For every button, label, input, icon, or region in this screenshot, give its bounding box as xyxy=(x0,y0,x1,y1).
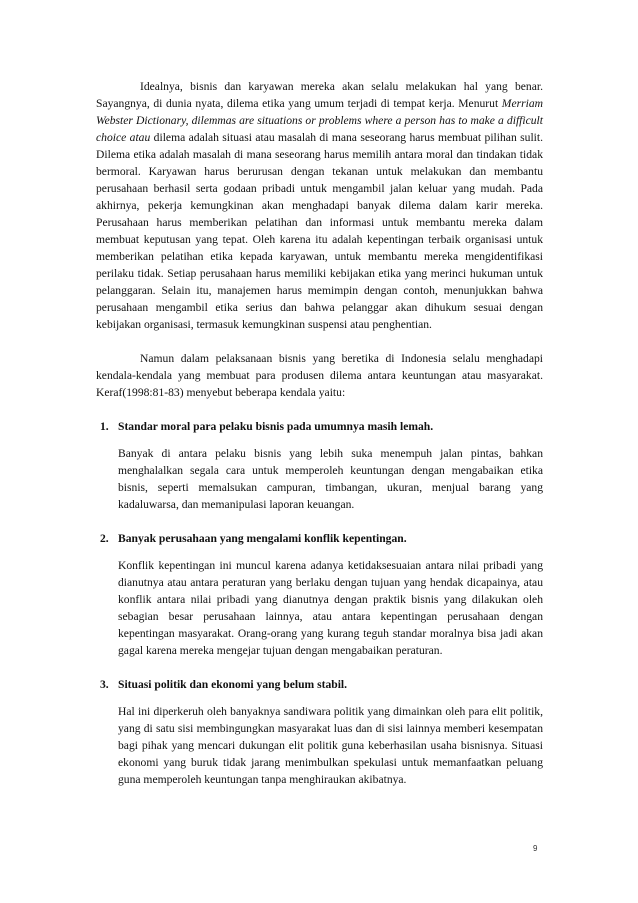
kendala-intro-paragraph: Namun dalam pelaksanaan bisnis yang beretika di Indonesia selalu menghadapi kendala-kendala yang membuat para produsen dilema antara keuntungan atau masyarakat. Keraf(1998:81-83) menyebut beberapa kendala yaitu: xyxy=(96,352,543,399)
item-1-number: 1. xyxy=(100,420,109,433)
item-1-body: Banyak di antara pelaku bisnis yang lebih suka menempuh jalan pintas, bahkan menghalalkan segala cara untuk memperoleh keuntungan dengan mengabaikan etika bisnis, seperti memalsukan campuran, timbangan, ukuran, menjual barang yang kadaluwarsa, dan memanipulasi laporan keuangan. xyxy=(118,447,543,511)
intro-text-a: Idealnya, bisnis dan karyawan mereka akan selalu melakukan hal yang benar. Sayangnya, di dunia nyata, dilema etika yang umum terjadi di tempat kerja. Menurut xyxy=(96,80,543,110)
item-3-heading xyxy=(96,676,543,693)
intro-italic-quote: Merriam Webster Dictionary, dilemmas are situations or problems where a person has to make a difficult choice atau xyxy=(96,97,543,144)
document-page xyxy=(96,78,543,788)
item-1-title: Standar moral para pelaku bisnis pada umumnya masih lemah. xyxy=(118,420,434,433)
item-2-body: Konflik kepentingan ini muncul karena adanya ketidaksesuaian antara nilai pribadi yang dianutnya atau antara peraturan yang berlaku dengan tujuan yang hendak dicapainya, atau konflik antara nilai pribadi yang dianutnya dengan praktik bisnis yang dilakukan oleh sebagian besar perusahaan lainnya, atau antara kepentingan perusahaan dengan kepentingan masyarakat. Orang-orang yang kurang teguh standar moralnya bisa jadi akan gagal karena mereka mengejar tujuan dengan mengabaikan peraturan. xyxy=(118,559,543,657)
item-1-heading xyxy=(96,418,543,435)
item-2-title: Banyak perusahaan yang mengalami konflik kepentingan. xyxy=(118,532,407,545)
intro-paragraph xyxy=(96,78,543,333)
page-number: 9 xyxy=(533,844,538,853)
item-2-number: 2. xyxy=(100,532,109,545)
intro-text-b: dilema adalah situasi atau masalah di mana seseorang harus membuat pilihan sulit. Dilema etika adalah masalah di mana seseorang harus memilih antara moral dan tindakan tidak bermoral. Karyawan harus berurusan dengan tekanan untuk melakukan dan membantu perusahaan berhasil serta godaan pribadi untuk mengambil jalan keluar yang mudah. Pada akhirnya, pekerja kemungkinan akan menghadapi banyak dilema dalam karir mereka. Perusahaan harus memberikan pelatihan dan informasi untuk membantu mereka dalam membuat keputusan yang tepat. Oleh karena itu adalah kepentingan terbaik organisasi untuk memberikan pelatihan etika kepada karyawan, untuk membantu mereka mengidentifikasi perilaku tidak. Setiap perusahaan harus memiliki kebijakan etika yang merinci hukuman untuk pelanggaran. Selain itu, manajemen harus memimpin dengan contoh, menunjukkan bahwa perusahaan mengambil etika serius dan bahwa pelanggar akan dihukum sesuai dengan kebijakan organisasi, termasuk kemungkinan suspensi atau penghentian. xyxy=(96,131,544,331)
item-3-body: Hal ini diperkeruh oleh banyaknya sandiwara politik yang dimainkan oleh para elit politik, yang di satu sisi membingungkan masyarakat luas dan di sisi lainnya memberi kesempatan bagi pihak yang mencari dukungan elit politik guna keberhasilan usaha bisnisnya. Situasi ekonomi yang buruk tidak jarang menimbulkan spekulasi untuk memanfaatkan peluang guna memperoleh keuntungan tanpa menghiraukan akibatnya. xyxy=(118,705,543,786)
item-3-title: Situasi politik dan ekonomi yang belum stabil. xyxy=(118,678,348,691)
item-2-heading xyxy=(96,530,543,547)
item-3-number: 3. xyxy=(100,678,109,691)
